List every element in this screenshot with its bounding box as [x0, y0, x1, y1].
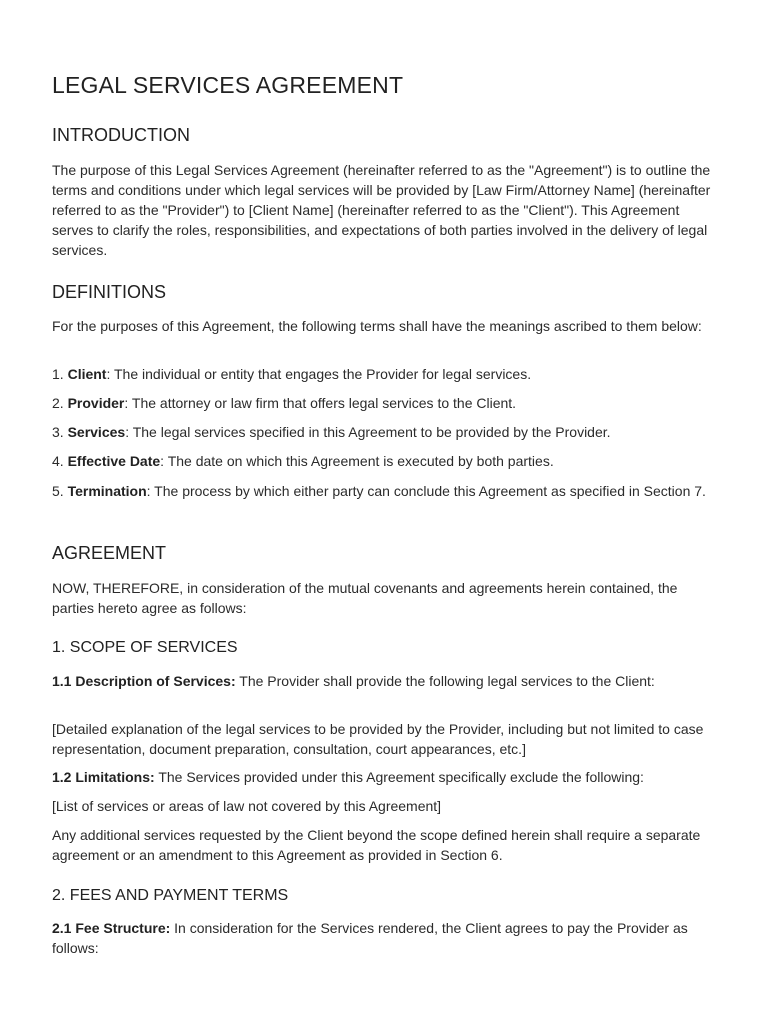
- fees-heading: 2. FEES AND PAYMENT TERMS: [52, 887, 289, 904]
- agreement-heading: AGREEMENT: [52, 543, 167, 563]
- scope-limitations-label: 1.2 Limitations:: [52, 769, 155, 785]
- scope-exclusions: [List of services or areas of law not covered by this Agreement]: [52, 798, 442, 814]
- introduction-heading: INTRODUCTION: [52, 125, 190, 145]
- definition-term: Effective Date: [67, 453, 161, 469]
- definition-term: Provider: [67, 395, 125, 411]
- definition-term: Client: [67, 366, 107, 382]
- scope-limitations: 1.2 Limitations: The Services provided under this Agreement specifically exclude the following:: [52, 769, 644, 785]
- definition-item-effective-date: 4. Effective Date: The date on which this Agreement is executed by both parties.: [52, 453, 554, 469]
- fees-structure-label: 2.1 Fee Structure:: [52, 920, 171, 936]
- scope-description-label: 1.1 Description of Services:: [52, 673, 236, 689]
- agreement-paragraph: NOW, THEREFORE, in consideration of the mutual covenants and agreements herein contained, the parties hereto agree as follows:: [52, 580, 678, 616]
- document-title: LEGAL SERVICES AGREEMENT: [52, 72, 404, 98]
- definition-term: Services: [67, 424, 126, 440]
- definitions-intro: For the purposes of this Agreement, the following terms shall have the meanings ascribed to them below:: [52, 318, 702, 334]
- definition-item-provider: 2. Provider: The attorney or law firm that offers legal services to the Client.: [52, 395, 517, 411]
- scope-heading: 1. SCOPE OF SERVICES: [52, 639, 238, 656]
- scope-detail: [Detailed explanation of the legal services to be provided by the Provider, including but not limited to case representation, document preparation, consultation, court appearances, etc.]: [52, 721, 704, 757]
- introduction-paragraph: The purpose of this Legal Services Agreement (hereinafter referred to as the "Agreement") is to outline the terms and conditions under which legal services will be provided by [Law Firm/Attorney Name] (hereinafter referred to as the "Provider") to [Client Name] (hereinafter referred to as the "Client"). This Agreement serves to clarify the roles, responsibilities, and expectations of both parties involved in the delivery of legal services.: [52, 162, 711, 258]
- definition-item-client: 1. Client: The individual or entity that engages the Provider for legal services.: [52, 366, 532, 382]
- scope-description: 1.1 Description of Services: The Provider shall provide the following legal services to the Client:: [52, 673, 655, 689]
- definitions-heading: DEFINITIONS: [52, 282, 167, 302]
- definition-item-termination: 5. Termination: The process by which either party can conclude this Agreement as specified in Section 7.: [52, 483, 706, 499]
- definition-term: Termination: [67, 483, 147, 499]
- scope-additional: Any additional services requested by the Client beyond the scope defined herein shall require a separate agreement or an amendment to this Agreement as provided in Section 6.: [52, 827, 701, 863]
- definition-item-services: 3. Services: The legal services specified in this Agreement to be provided by the Provider.: [52, 424, 611, 440]
- fees-structure: 2.1 Fee Structure: In consideration for the Services rendered, the Client agrees to pay the Provider as follows:: [52, 920, 688, 956]
